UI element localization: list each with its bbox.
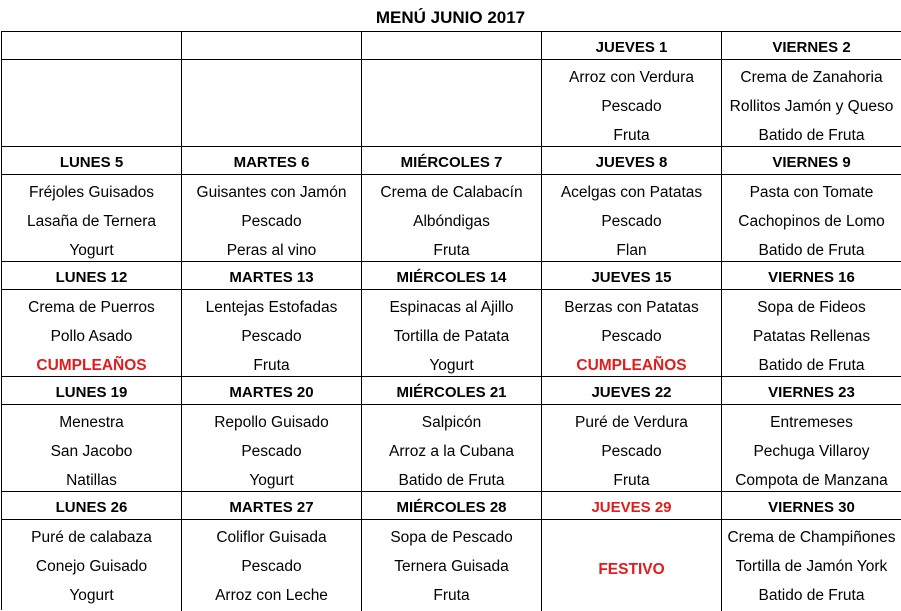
day-menu: [722, 60, 901, 147]
dish-first: Pasta con Tomate: [749, 184, 874, 201]
day-menu: [722, 290, 901, 377]
day-menu: [362, 405, 542, 492]
dish-first: Coliflor Guisada: [216, 529, 327, 546]
dish-first: Espinacas al Ajillo: [389, 299, 514, 316]
day-menu: [182, 405, 362, 492]
dish-dessert: Compota de Manzana: [735, 472, 888, 489]
dish-dessert: Peras al vino: [226, 242, 317, 259]
day-menu: [722, 405, 901, 492]
day-menu: [542, 290, 722, 377]
dish-dessert: Natillas: [66, 472, 117, 489]
dish-dessert: Arroz con Leche: [215, 587, 328, 604]
dish-dessert: Yogurt: [69, 587, 114, 604]
dish-dessert: Fruta: [613, 127, 650, 144]
dish-second: Pescado: [601, 328, 662, 345]
dish-first: Crema de Calabacín: [380, 184, 523, 201]
day-menu: [542, 405, 722, 492]
dish-dessert: Fruta: [433, 587, 470, 604]
dish-first: Salpicón: [421, 414, 482, 431]
day-header: LUNES 5: [2, 147, 182, 175]
dish-first: Sopa de Pescado: [390, 529, 513, 546]
dish-first: Crema de Zanahoria: [740, 69, 883, 86]
dish-first: Puré de calabaza: [31, 529, 152, 546]
dish-second: Pescado: [241, 213, 302, 230]
dish-second: San Jacobo: [50, 443, 133, 460]
day-menu: [2, 60, 182, 147]
dish-second: Lasaña de Ternera: [27, 213, 156, 230]
day-menu: [362, 290, 542, 377]
day-header: MIÉRCOLES 21: [362, 377, 542, 405]
day-header: VIERNES 23: [722, 377, 901, 405]
dish-second: Tortilla de Patata: [393, 328, 510, 345]
menu-table: [1, 31, 901, 610]
day-header: MARTES 20: [182, 377, 362, 405]
dish-dessert: Yogurt: [69, 242, 114, 259]
dish-first: Fréjoles Guisados: [29, 184, 154, 201]
dish-second: Rollitos Jamón y Queso: [729, 98, 894, 115]
day-menu: [2, 520, 182, 611]
day-header: VIERNES 16: [722, 262, 901, 290]
dish-dessert: Fruta: [433, 242, 470, 259]
day-menu: [2, 405, 182, 492]
day-header: JUEVES 15: [542, 262, 722, 290]
day-menu: [362, 60, 542, 147]
day-header: MARTES 13: [182, 262, 362, 290]
dish-dessert: Yogurt: [429, 357, 474, 374]
day-header: MARTES 27: [182, 492, 362, 520]
day-menu: [2, 175, 182, 262]
dish-dessert: Fruta: [613, 472, 650, 489]
dish-dessert: Batido de Fruta: [758, 357, 865, 374]
day-header: MIÉRCOLES 14: [362, 262, 542, 290]
dish-first: Guisantes con Jamón: [196, 184, 347, 201]
holiday-label: FESTIVO: [542, 520, 722, 611]
dish-first: Berzas con Patatas: [564, 299, 699, 316]
day-header: [2, 32, 182, 60]
day-header: VIERNES 9: [722, 147, 901, 175]
day-header: MARTES 6: [182, 147, 362, 175]
day-menu: [362, 520, 542, 611]
day-header: LUNES 19: [2, 377, 182, 405]
dish-second: Tortilla de Jamón York: [735, 558, 888, 575]
dish-second: Pescado: [601, 213, 662, 230]
day-header: LUNES 26: [2, 492, 182, 520]
day-menu: [542, 60, 722, 147]
dish-dessert: Flan: [616, 242, 647, 259]
dish-second: Ternera Guisada: [394, 558, 509, 575]
dish-first: Acelgas con Patatas: [560, 184, 703, 201]
day-header: [182, 32, 362, 60]
holiday-day-header: JUEVES 29: [542, 492, 722, 520]
day-header: LUNES 12: [2, 262, 182, 290]
dish-second: Pescado: [241, 328, 302, 345]
day-menu: [362, 175, 542, 262]
dish-first: Arroz con Verdura: [569, 69, 694, 86]
dish-dessert: Batido de Fruta: [398, 472, 505, 489]
dish-dessert: Batido de Fruta: [758, 587, 865, 604]
dish-first: Puré de Verdura: [575, 414, 688, 431]
dish-first: Crema de Puerros: [28, 299, 155, 316]
day-header: [362, 32, 542, 60]
birthday-label: CUMPLEAÑOS: [36, 357, 147, 374]
day-menu: [2, 290, 182, 377]
dish-second: Arroz a la Cubana: [389, 443, 514, 460]
dish-first: Lentejas Estofadas: [205, 299, 338, 316]
day-menu: [182, 290, 362, 377]
dish-first: Menestra: [59, 414, 124, 431]
dish-dessert: Fruta: [253, 357, 290, 374]
day-menu: [182, 520, 362, 611]
menu-title: MENÚ JUNIO 2017: [375, 8, 526, 27]
dish-first: Crema de Champiñones: [727, 529, 896, 546]
day-header: JUEVES 1: [542, 32, 722, 60]
dish-second: Pescado: [241, 558, 302, 575]
day-menu: [182, 60, 362, 147]
dish-second: Pescado: [241, 443, 302, 460]
birthday-label: CUMPLEAÑOS: [576, 357, 687, 374]
dish-second: Pechuga Villaroy: [753, 443, 870, 460]
dish-second: Pescado: [601, 443, 662, 460]
day-menu: [182, 175, 362, 262]
dish-second: Pollo Asado: [50, 328, 133, 345]
dish-second: Pescado: [601, 98, 662, 115]
day-menu: [722, 175, 901, 262]
dish-second: Albóndigas: [413, 213, 490, 230]
day-menu: [542, 175, 722, 262]
dish-second: Patatas Rellenas: [752, 328, 871, 345]
day-header: VIERNES 30: [722, 492, 901, 520]
day-header: JUEVES 22: [542, 377, 722, 405]
dish-first: Entremeses: [770, 414, 853, 431]
dish-second: Conejo Guisado: [35, 558, 148, 575]
day-header: VIERNES 2: [722, 32, 901, 60]
dish-dessert: Yogurt: [249, 472, 294, 489]
dish-first: Sopa de Fideos: [757, 299, 866, 316]
dish-dessert: Batido de Fruta: [758, 127, 865, 144]
day-header: JUEVES 8: [542, 147, 722, 175]
day-header: MIÉRCOLES 7: [362, 147, 542, 175]
day-header: MIÉRCOLES 28: [362, 492, 542, 520]
day-menu: [722, 520, 901, 611]
dish-dessert: Batido de Fruta: [758, 242, 865, 259]
dish-first: Repollo Guisado: [214, 414, 329, 431]
dish-second: Cachopinos de Lomo: [738, 213, 885, 230]
